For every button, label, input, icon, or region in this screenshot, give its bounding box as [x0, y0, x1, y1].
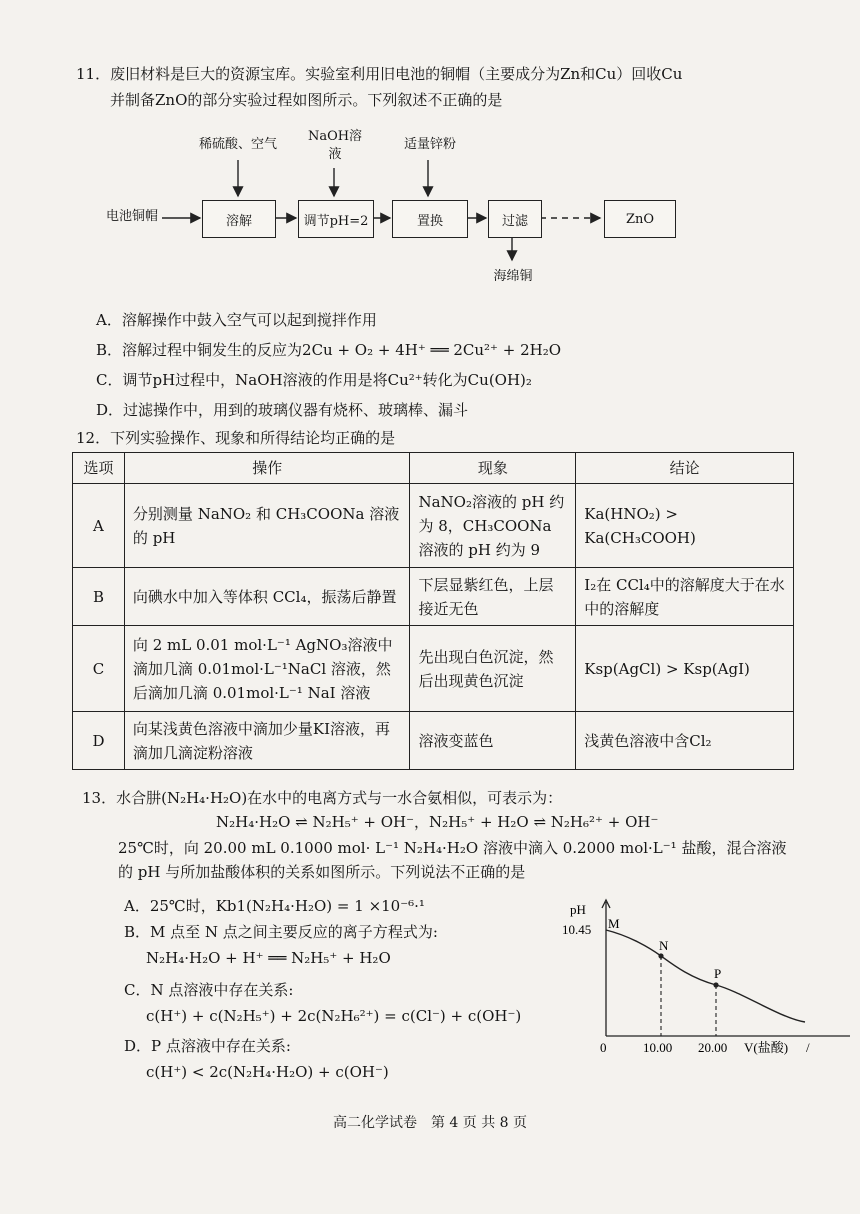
row-conclusion: Ka(HNO₂) > Ka(CH₃COOH) [576, 484, 794, 568]
y-tick-label: 10.45 [562, 922, 592, 937]
q11-option-c: C．调节pH过程中，NaOH溶液的作用是将Cu²⁺转化为Cu(OH)₂ [96, 371, 532, 389]
point-n [658, 953, 663, 958]
row-operation: 向某浅黄色溶液中滴加少量KI溶液，再滴加几滴淀粉溶液 [124, 712, 410, 770]
x-axis-label: V(盐酸) [744, 1040, 789, 1055]
row-conclusion: 浅黄色溶液中含Cl₂ [576, 712, 794, 770]
flow-step-replace: 置换 [392, 200, 468, 238]
table-row [73, 568, 794, 626]
q13-option-d-relation: c(H⁺) < 2c(N₂H₄·H₂O) + c(OH⁻) [146, 1063, 389, 1081]
point-label-p: P [714, 966, 722, 981]
row-option: A [73, 484, 125, 568]
q11-stem-line1: 11．废旧材料是巨大的资源宝库。实验室利用旧电池的铜帽（主要成分为Zn和Cu）回收Cu [76, 65, 683, 83]
row-option: D [73, 712, 125, 770]
header-option: 选项 [73, 453, 125, 484]
page-footer: 高二化学试卷 第 4 页 共 8 页 [332, 1115, 528, 1131]
ph-titration-chart [560, 896, 856, 1066]
q13-option-c-relation: c(H⁺) + c(N₂H₅⁺) + 2c(N₂H₆²⁺) = c(Cl⁻) + c(OH⁻) [146, 1007, 522, 1025]
x-tick-label: 20.00 [698, 1040, 728, 1055]
row-phenomenon: 下层显紫红色，上层接近无色 [410, 568, 576, 626]
row-operation: 分别测量 NaNO₂ 和 CH₃COONa 溶液的 pH [124, 484, 410, 568]
q12-table [72, 452, 794, 770]
row-phenomenon: NaNO₂溶液的 pH 约为 8，CH₃COONa 溶液的 pH 约为 9 [410, 484, 576, 568]
q13-option-b-equation: N₂H₄·H₂O + H⁺ ══ N₂H₅⁺ + H₂O [146, 949, 391, 967]
origin-label: 0 [600, 1040, 607, 1055]
flow-reagent2-a: NaOH溶 [307, 129, 363, 144]
q11-option-a: A．溶解操作中鼓入空气可以起到搅拌作用 [96, 311, 377, 329]
row-conclusion: I₂在 CCl₄中的溶解度大于在水中的溶解度 [576, 568, 794, 626]
q13-stem-line3: 的 pH 与所加盐酸体积的关系如图所示。下列说法不正确的是 [118, 863, 526, 881]
flow-reagent1: 稀硫酸、空气 [198, 137, 277, 152]
y-axis-label: pH [570, 902, 586, 917]
row-option: B [73, 568, 125, 626]
ph-curve [606, 930, 805, 1022]
row-phenomenon: 先出现白色沉淀，然后出现黄色沉淀 [410, 626, 576, 712]
row-conclusion: Ksp(AgCl) > Ksp(AgI) [576, 626, 794, 712]
x-tick-label: 10.00 [643, 1040, 673, 1055]
table-row [73, 712, 794, 770]
point-label-m: M [608, 916, 620, 931]
header-operation: 操作 [124, 453, 410, 484]
q13-option-b: B．M 点至 N 点之间主要反应的离子方程式为: [124, 923, 438, 941]
flow-start-label: 电池铜帽 [105, 209, 158, 224]
flow-step-dissolve: 溶解 [202, 200, 276, 238]
q12-stem: 12．下列实验操作、现象和所得结论均正确的是 [76, 429, 396, 447]
flow-step-adjust-ph: 调节pH=2 [298, 200, 374, 238]
row-phenomenon: 溶液变蓝色 [410, 712, 576, 770]
flow-reagent3: 适量锌粉 [403, 137, 456, 152]
flow-product-zno: ZnO [604, 200, 676, 238]
flow-reagent2-b: 液 [328, 147, 342, 162]
q11-option-d: D．过滤操作中，用到的玻璃仪器有烧杯、玻璃棒、漏斗 [96, 401, 469, 419]
q13-option-c: C．N 点溶液中存在关系: [124, 981, 294, 999]
q13-option-d: D．P 点溶液中存在关系: [124, 1037, 291, 1055]
chart-svg [560, 896, 856, 1066]
table-header-row [73, 453, 794, 484]
q13-equation: N₂H₄·H₂O ⇌ N₂H₅⁺ + OH⁻，N₂H₅⁺ + H₂O ⇌ N₂H₆²⁺ + OH⁻ [216, 813, 659, 831]
row-operation: 向 2 mL 0.01 mol·L⁻¹ AgNO₃溶液中滴加几滴 0.01mol·L⁻¹NaCl 溶液，然后滴加几滴 0.01mol·L⁻¹ NaI 溶液 [124, 626, 410, 712]
q11-stem-line2: 并制备ZnO的部分实验过程如图所示。下列叙述不正确的是 [110, 91, 503, 109]
q13-stem-line2: 25℃时，向 20.00 mL 0.1000 mol· L⁻¹ N₂H₄·H₂O 溶液中滴入 0.2000 mol·L⁻¹ 盐酸，混合溶液 [118, 839, 787, 857]
header-conclusion: 结论 [576, 453, 794, 484]
q11-option-b: B．溶解过程中铜发生的反应为2Cu + O₂ + 4H⁺ ══ 2Cu²⁺ + 2H₂O [96, 341, 562, 359]
q13-stem-line1: 13．水合肼(N₂H₄·H₂O)在水中的电离方式与一水合氨相似，可表示为： [82, 789, 563, 807]
q11-flowchart [100, 128, 700, 298]
row-option: C [73, 626, 125, 712]
x-axis-unit-fragment: / [806, 1040, 810, 1055]
row-operation: 向碘水中加入等体积 CCl₄，振荡后静置 [124, 568, 410, 626]
point-p [713, 982, 718, 987]
q13-option-a: A．25℃时，Kb1(N₂H₄·H₂O) = 1 ×10⁻⁶·¹ [124, 897, 425, 915]
flow-byproduct: 海绵铜 [493, 269, 533, 284]
table-row [73, 484, 794, 568]
point-label-n: N [659, 938, 669, 953]
table-row [73, 626, 794, 712]
header-phenomenon: 现象 [410, 453, 576, 484]
flow-step-filter: 过滤 [488, 200, 542, 238]
